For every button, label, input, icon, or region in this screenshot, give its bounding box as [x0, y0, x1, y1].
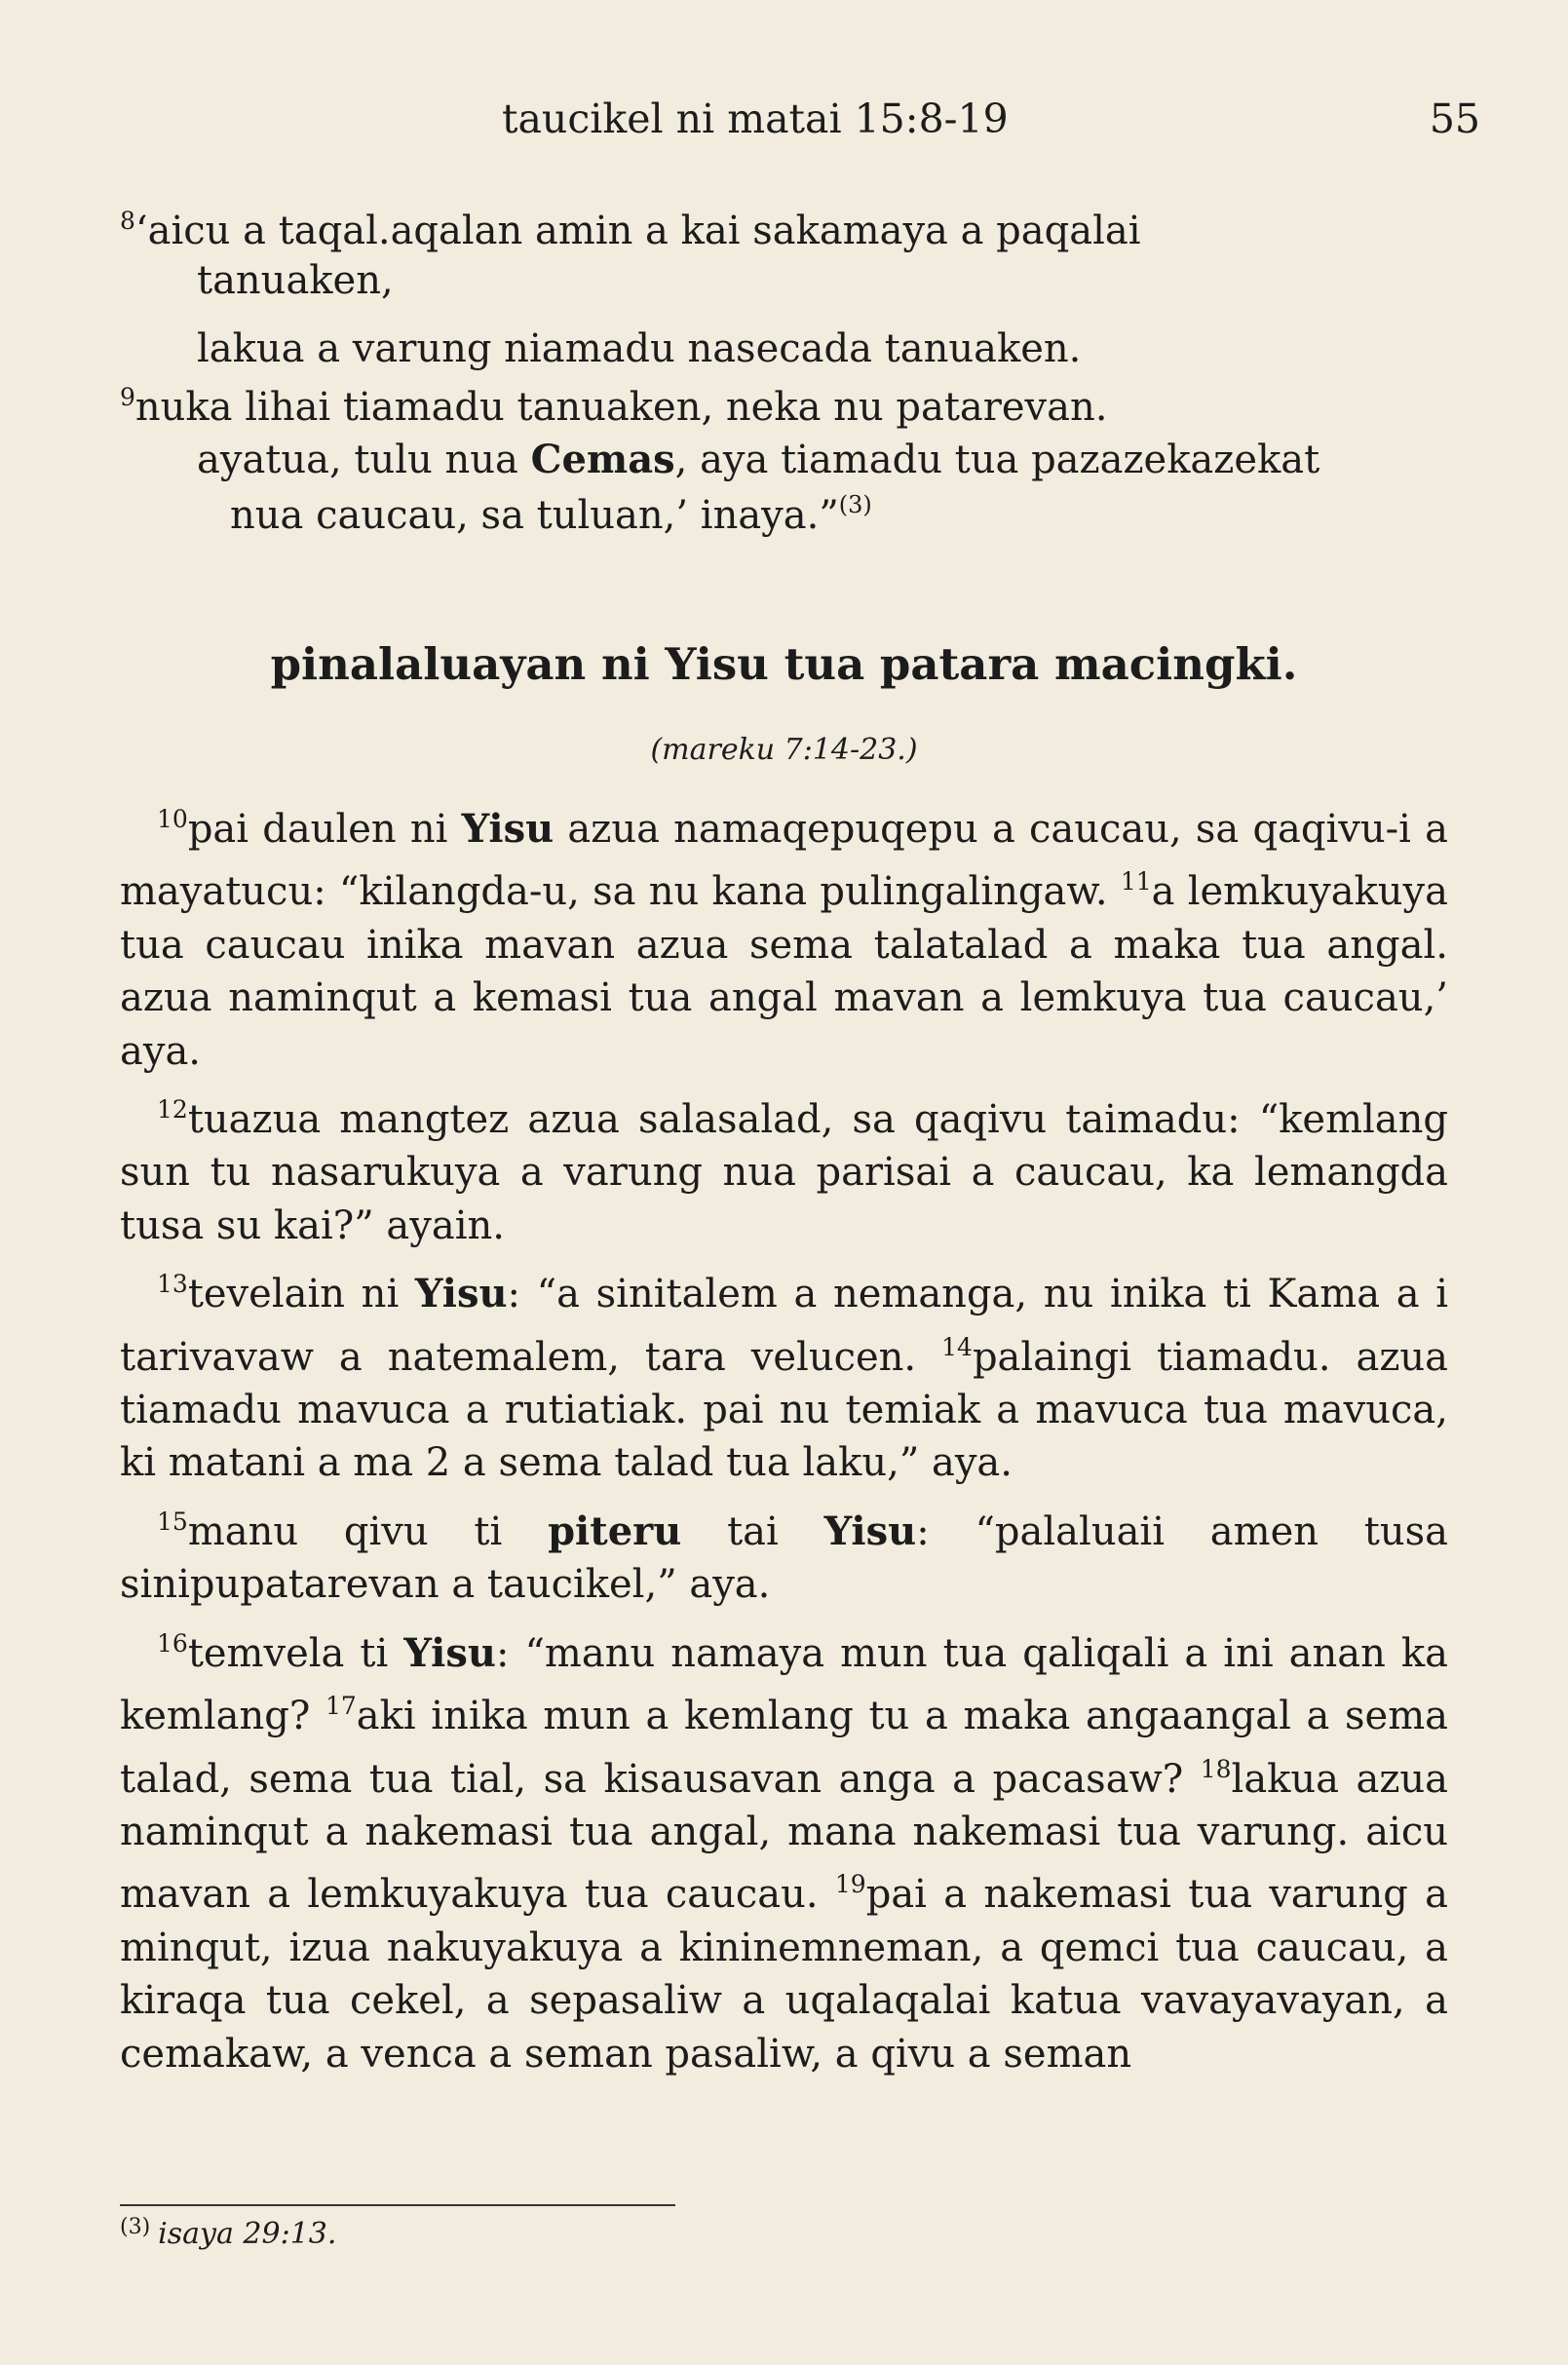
- verse-number: 12: [157, 1095, 188, 1125]
- verse-text: pai daulen ni: [187, 807, 462, 852]
- verse-text: : “a sinitalem a nemanga, nu inika ti Kama a i tarivavaw a natemalem, tara velucen.: [120, 1272, 1448, 1380]
- name-yisu: Yisu: [461, 806, 555, 852]
- verse-text: pai a nakemasi tua varung a minqut, izua nakuyakuya a kininemneman, a qemci tua caucau, a kiraqa tua cekel, a sepasaliw a uqalaqalai katua vavayavayan, a cemakaw, a venca a seman pasaliw, a qivu a seman: [120, 1872, 1449, 2077]
- paragraph: [120, 1618, 1448, 2080]
- verse-text: : “palaluaii amen tusa sinipupatarevan a taucikel,” aya.: [120, 1508, 1448, 1608]
- verse-text: tevelain ni: [187, 1272, 415, 1317]
- verse-number: 17: [325, 1692, 357, 1721]
- verse-text: tuazua mangtez azua salasalad, sa qaqivu taimadu: “kemlang sun tu nasarukuya a varung nua parisai a caucau, ka lemangda tusa su kai?” ayain.: [120, 1097, 1448, 1248]
- verse-number: 14: [941, 1332, 973, 1361]
- paragraph: [120, 793, 1448, 1078]
- quote-text: ayatua, tulu nua: [197, 438, 531, 482]
- verse-number: 9: [120, 383, 135, 411]
- name-cemas: Cemas: [530, 437, 675, 482]
- footnote-number: (3): [120, 2215, 151, 2239]
- verse-number: 8: [120, 207, 135, 235]
- verse-text: manu qivu ti: [187, 1508, 549, 1554]
- verse-text: a lemkuyakuya tua caucau inika mavan azua sema talatalad a maka tua angal. azua naminqut a kemasi tua angal mavan a lemkuya tua caucau,’ aya.: [120, 869, 1448, 1074]
- paragraph: [120, 1258, 1448, 1490]
- quote-line: tanuaken,: [197, 258, 394, 303]
- footnote-ref: (3): [838, 491, 872, 518]
- name-yisu: Yisu: [823, 1507, 917, 1554]
- quote-line: [120, 383, 1108, 430]
- section-title: pinalaluayan ni Yisu tua patara macingki.: [270, 638, 1298, 690]
- paragraph: [120, 1496, 1448, 1612]
- verse-number: 10: [157, 805, 188, 833]
- quote-line: lakua a varung niamadu nasecada tanuaken.: [197, 326, 1082, 371]
- verse-number: 18: [1200, 1754, 1232, 1783]
- quote-text: nuka lihai tiamadu tanuaken, neka nu patarevan.: [134, 385, 1108, 430]
- footnote-text: isaya 29:13.: [158, 2217, 337, 2251]
- quote-text: ‘aicu a taqal.aqalan amin a kai sakamaya a paqalai: [134, 209, 1141, 253]
- verse-text: lakua azua naminqut a nakemasi tua angal, mana nakemasi tua varung. aicu mavan a lemkuyakuya tua caucau.: [120, 1756, 1449, 1918]
- verse-number: 16: [157, 1628, 188, 1658]
- verse-text: tai: [681, 1508, 824, 1554]
- verse-number: 19: [834, 1870, 866, 1899]
- page-number: 55: [1429, 95, 1480, 142]
- paragraph: [120, 1084, 1448, 1252]
- quote-line: [120, 207, 1141, 253]
- page-header: [0, 95, 1568, 154]
- verse-number: 11: [1120, 867, 1152, 896]
- verse-text: : “manu namaya mun tua qaliqali a ini anan ka kemlang?: [120, 1630, 1448, 1739]
- footnote: [120, 2215, 336, 2251]
- verse-number: 15: [157, 1507, 188, 1536]
- quote-text: , aya tiamadu tua pazazekazekat: [674, 438, 1320, 482]
- verse-text: palaingi tiamadu. azua tiamadu mavuca a rutiatiak. pai nu temiak a mavuca tua mavuca, ki matani a ma 2 a sema talad tua laku,” aya.: [120, 1334, 1449, 1486]
- quote-line: [197, 437, 1320, 482]
- verse-text: aki inika mun a kemlang tu a maka angaangal a sema talad, sema tua tial, sa kisausavan anga a pacasaw?: [120, 1694, 1448, 1802]
- name-piteru: piteru: [548, 1507, 682, 1554]
- quote-text: nua caucau, sa tuluan,’ inaya.”: [230, 493, 839, 538]
- name-yisu: Yisu: [414, 1271, 508, 1317]
- section-reference: (mareku 7:14-23.): [650, 733, 918, 767]
- footnote-divider: [120, 2204, 675, 2206]
- verse-text: temvela ti: [187, 1630, 404, 1676]
- verse-number: 13: [157, 1270, 188, 1299]
- quote-line: [230, 491, 872, 538]
- verse-text: azua namaqepuqepu a caucau, sa qaqivu-i a mayatucu: “kilangda-u, sa nu kana pulingalingaw.: [120, 807, 1448, 915]
- name-yisu: Yisu: [403, 1629, 496, 1676]
- running-title: taucikel ni matai 15:8-19: [502, 95, 1009, 142]
- body-text: [120, 793, 1448, 2086]
